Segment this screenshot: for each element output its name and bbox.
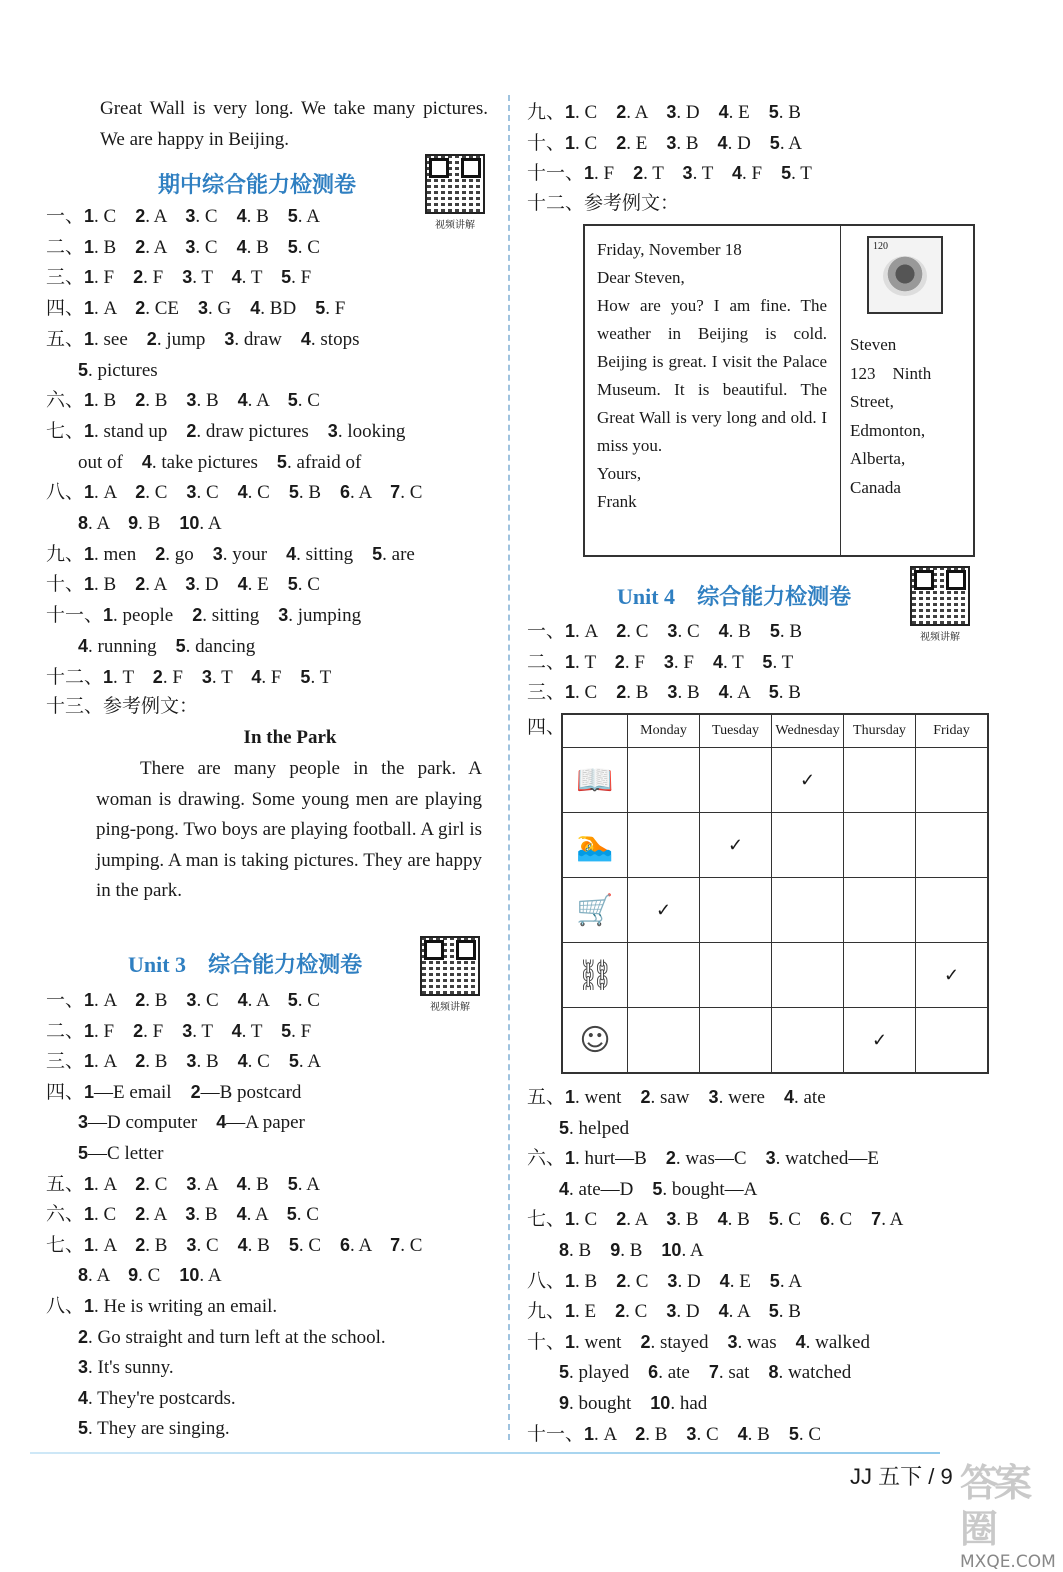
footer-line	[30, 1452, 940, 1454]
answer-row: 十一、1. people 2. sitting 3. jumping	[46, 605, 362, 627]
activity-cell	[562, 813, 628, 878]
unit3-title	[128, 948, 362, 979]
table-corner	[562, 714, 628, 748]
answer-row: 五、1. A 2. C 3. A 4. B 5. A	[46, 1173, 320, 1195]
stamp-art	[883, 256, 927, 296]
unit3-qr[interactable]	[420, 936, 480, 1013]
check-cell	[628, 748, 700, 813]
answer-row: 二、1. T 2. F 3. F 4. T 5. T	[527, 651, 794, 673]
answer-row: 三、1. C 2. B 3. B 4. A 5. B	[527, 682, 801, 703]
check-cell	[916, 813, 989, 878]
address-line: Edmonton,	[850, 420, 926, 440]
check-cell	[628, 813, 700, 878]
check-cell	[844, 943, 916, 1008]
answer-row: 七、1. C 2. A 3. B 4. B 5. C 6. C 7. A	[527, 1209, 904, 1231]
answer-row: 十二、参考例文：	[527, 193, 680, 215]
watermark-logo	[960, 1460, 1060, 1572]
postcard-signature: Frank	[597, 492, 637, 511]
answer-row: 5. played 6. ate 7. sat 8. watched	[559, 1362, 852, 1384]
answer-row: 三、1. A 2. B 3. B 4. C 5. A	[46, 1051, 322, 1073]
postcard-greeting: Dear Steven,	[597, 268, 685, 287]
address-line: 123 Ninth	[850, 363, 932, 383]
answer-row: 一、1. A 2. B 3. C 4. A 5. C	[46, 990, 320, 1011]
answer-row: 八、1. A 2. C 3. C 4. C 5. B 6. A 7. C	[46, 482, 423, 504]
answer-row: 九、1. men 2. go 3. your 4. sitting 5. are	[46, 543, 415, 565]
answer-row: 9. bought 10. had	[559, 1393, 708, 1414]
address-line: Street,	[850, 392, 894, 411]
intro-paragraph: Great Wall is very long. We take many pictures. We are happy in Beijing.	[100, 98, 488, 150]
check-cell	[700, 1008, 772, 1074]
answer-row: 5. helped	[559, 1117, 630, 1139]
answer-row: 十一、1. F 2. T 3. T 4. F 5. T	[527, 163, 812, 185]
table-label: 四、	[527, 717, 566, 738]
postcard	[583, 224, 975, 557]
check-cell: ✓	[844, 1008, 916, 1074]
answer-row: 8. A 9. C 10. A	[78, 1265, 222, 1287]
answer-row: 六、1. hurt—B 2. was—C 3. watched—E	[527, 1148, 879, 1170]
unit3-subtitle: 综合能力检测卷	[208, 953, 363, 978]
shopping-cart-icon: 🛒	[576, 892, 614, 928]
answer-row: 3—D computer 4—A paper	[78, 1112, 305, 1134]
unit3-label: Unit 3	[128, 952, 187, 977]
unit4-label: Unit 4	[617, 584, 676, 609]
essay-body: There are many people in the park. A woman is drawing. Some young men are playing ping-pong. Two boys are playing football. A girl is jumping. A man is taking pictures. They are happy in the park.	[96, 758, 482, 901]
answer-row: 一、1. A 2. C 3. C 4. B 5. B	[527, 621, 803, 642]
check-cell: ✓	[628, 878, 700, 943]
day-header: Friday	[916, 714, 989, 748]
check-cell	[772, 943, 844, 1008]
activity-cell	[562, 878, 628, 943]
check-cell	[844, 813, 916, 878]
answer-row: 十一、1. A 2. B 3. C 4. B 5. C	[527, 1423, 822, 1445]
answer-row: 5. pictures	[78, 359, 158, 381]
postcard-divider	[840, 226, 841, 555]
answer-row: 4. They're postcards.	[78, 1387, 236, 1409]
stamp-value: 120	[873, 241, 888, 252]
address-line: Canada	[850, 477, 901, 497]
watermark-text: 答案圈	[960, 1461, 1029, 1551]
check-cell: ✓	[700, 813, 772, 878]
activity-table	[561, 713, 989, 1074]
answer-row: 3. It's sunny.	[78, 1357, 174, 1379]
qr-code-icon[interactable]	[420, 936, 480, 996]
check-cell	[628, 943, 700, 1008]
check-cell: ✓	[772, 748, 844, 813]
page-label: JJ 五下 / 9	[850, 1464, 953, 1489]
check-cell	[700, 878, 772, 943]
swim-icon: 🏊	[576, 827, 614, 863]
day-header: Thursday	[844, 714, 916, 748]
answer-row: 2. Go straight and turn left at the school.	[78, 1326, 386, 1348]
answer-row: 十二、1. T 2. F 3. T 4. F 5. T	[46, 666, 332, 688]
answer-row: 4. ate—D 5. bought—A	[559, 1178, 758, 1200]
unit4-subtitle: 综合能力检测卷	[697, 585, 852, 610]
answer-row: 十三、参考例文：	[46, 696, 199, 718]
postcard-body	[597, 236, 827, 516]
unit4-title	[617, 580, 851, 611]
address-line: Steven	[850, 335, 897, 354]
book-icon: 📖	[576, 762, 614, 798]
watermark-url: MXQE.COM	[960, 1552, 1056, 1572]
day-header: Wednesday	[772, 714, 844, 748]
qr-caption: 视频讲解	[435, 220, 475, 231]
check-cell	[916, 878, 989, 943]
check-cell: ✓	[916, 943, 989, 1008]
unit4-qr[interactable]	[910, 566, 970, 643]
answer-row: 五、1. see 2. jump 3. draw 4. stops	[46, 328, 360, 350]
postcard-address	[850, 331, 970, 502]
column-divider	[508, 95, 510, 1440]
answer-row: 九、1. E 2. C 3. D 4. A 5. B	[527, 1301, 801, 1323]
check-cell	[700, 943, 772, 1008]
answer-row: 十、1. B 2. A 3. D 4. E 5. C	[46, 574, 320, 596]
answer-row: 九、1. C 2. A 3. D 4. E 5. B	[527, 102, 801, 123]
answer-row: 五、1. went 2. saw 3. were 4. ate	[527, 1087, 826, 1108]
swing-icon: ⛓	[575, 957, 615, 993]
activity-cell	[562, 1008, 628, 1074]
qr-caption: 视频讲解	[430, 1002, 470, 1013]
check-cell	[772, 878, 844, 943]
stamp-icon	[867, 236, 943, 314]
qr-code-icon[interactable]	[425, 154, 485, 214]
check-cell	[844, 878, 916, 943]
day-header: Tuesday	[700, 714, 772, 748]
qr-caption: 视频讲解	[920, 632, 960, 643]
check-cell	[844, 748, 916, 813]
address-line: Alberta,	[850, 449, 906, 468]
answer-row: 七、1. A 2. B 3. C 4. B 5. C 6. A 7. C	[46, 1234, 423, 1256]
answer-row: 八、1. He is writing an email.	[46, 1296, 278, 1317]
qr-code-icon[interactable]	[910, 566, 970, 626]
check-cell	[700, 748, 772, 813]
answer-row: 5—C letter	[78, 1143, 164, 1164]
activity-cell	[562, 943, 628, 1008]
child-icon: ☺	[579, 1022, 611, 1058]
check-cell	[772, 813, 844, 878]
postcard-closing: Yours,	[597, 464, 642, 483]
answer-row: 8. B 9. B 10. A	[559, 1240, 704, 1261]
postcard-message: How are you? I am fine. The weather in Beijing is cold. Beijing is great. I visit the Palace Museum. It is beautiful. The Great Wall is very long and old. I miss you.	[597, 296, 827, 455]
answer-row: 4. running 5. dancing	[78, 635, 256, 657]
answer-row: out of 4. take pictures 5. afraid of	[78, 451, 362, 473]
answer-row: 六、1. C 2. A 3. B 4. A 5. C	[46, 1204, 319, 1226]
check-cell	[772, 1008, 844, 1074]
postcard-date: Friday, November 18	[597, 240, 742, 259]
answer-row: 十、1. went 2. stayed 3. was 4. walked	[527, 1331, 870, 1353]
answer-row: 二、1. F 2. F 3. T 4. T 5. F	[46, 1020, 312, 1042]
check-cell	[916, 748, 989, 813]
essay-title: In the Park	[243, 727, 337, 748]
day-header: Monday	[628, 714, 700, 748]
check-cell	[628, 1008, 700, 1074]
check-cell	[916, 1008, 989, 1074]
answer-row: 二、1. B 2. A 3. C 4. B 5. C	[46, 236, 320, 258]
midterm-title: 期中综合能力检测卷	[158, 173, 357, 198]
answer-row: 三、1. F 2. F 3. T 4. T 5. F	[46, 267, 312, 289]
answer-row: 八、1. B 2. C 3. D 4. E 5. A	[527, 1270, 802, 1292]
midterm-qr[interactable]	[425, 154, 485, 231]
answer-row: 5. They are singing.	[78, 1418, 230, 1440]
activity-cell	[562, 748, 628, 813]
answer-row: 六、1. B 2. B 3. B 4. A 5. C	[46, 390, 320, 412]
answer-row: 8. A 9. B 10. A	[78, 513, 222, 534]
answer-row: 一、1. C 2. A 3. C 4. B 5. A	[46, 206, 320, 227]
answer-row: 四、1—E email 2—B postcard	[46, 1081, 302, 1103]
answer-row: 七、1. stand up 2. draw pictures 3. looking	[46, 420, 406, 442]
answer-row: 四、1. A 2. CE 3. G 4. BD 5. F	[46, 298, 346, 320]
answer-row: 十、1. C 2. E 3. B 4. D 5. A	[527, 132, 802, 154]
